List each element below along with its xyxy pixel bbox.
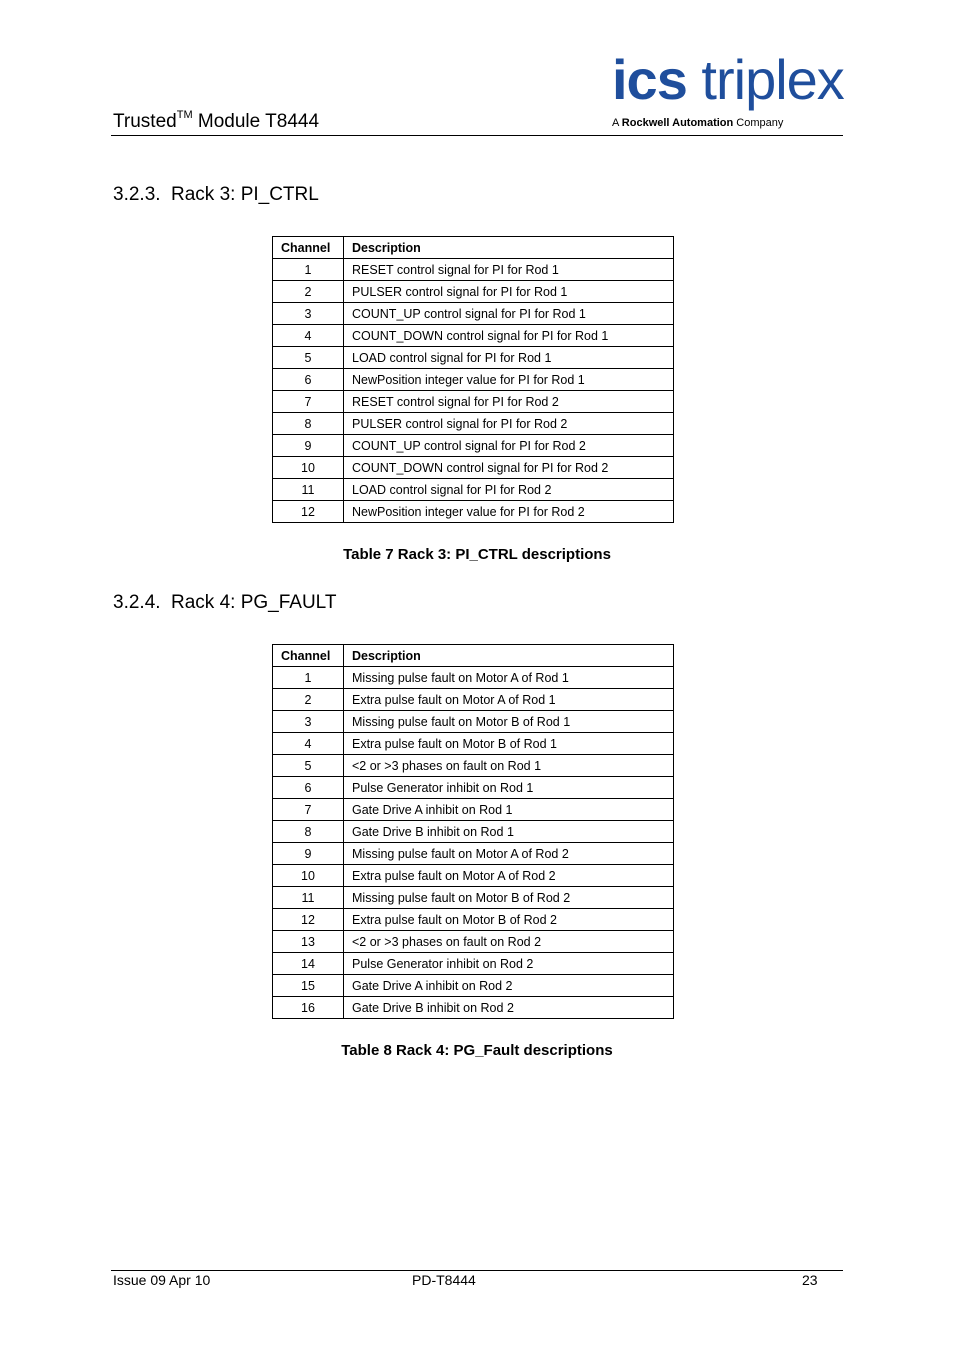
description-cell: Missing pulse fault on Motor B of Rod 2 [344, 887, 674, 909]
section-number: 3.2.4. [113, 592, 161, 613]
channel-cell: 3 [273, 303, 344, 325]
table-row [273, 953, 674, 975]
table-row [273, 281, 674, 303]
description-cell: Extra pulse fault on Motor A of Rod 1 [344, 689, 674, 711]
column-header-channel: Channel [273, 237, 344, 259]
table-caption-rack4: Table 8 Rack 4: PG_Fault descriptions [341, 1042, 613, 1059]
table-row [273, 821, 674, 843]
footer-doc-id: PD-T8444 [412, 1272, 476, 1288]
table-row [273, 435, 674, 457]
logo-wordmark [612, 49, 844, 111]
table-row [273, 887, 674, 909]
description-cell: RESET control signal for PI for Rod 1 [344, 259, 674, 281]
table-row [273, 755, 674, 777]
table-row [273, 843, 674, 865]
section-title: Rack 4: PG_FAULT [171, 592, 337, 613]
table-row [273, 413, 674, 435]
description-cell: Missing pulse fault on Motor B of Rod 1 [344, 711, 674, 733]
description-cell: PULSER control signal for PI for Rod 2 [344, 413, 674, 435]
channel-cell: 15 [273, 975, 344, 997]
description-cell: Extra pulse fault on Motor B of Rod 1 [344, 733, 674, 755]
table-row [273, 457, 674, 479]
table-header-row [273, 237, 674, 259]
column-header-description: Description [344, 645, 674, 667]
description-cell: NewPosition integer value for PI for Rod 2 [344, 501, 674, 523]
channel-cell: 5 [273, 755, 344, 777]
description-cell: PULSER control signal for PI for Rod 1 [344, 281, 674, 303]
description-cell: COUNT_UP control signal for PI for Rod 2 [344, 435, 674, 457]
table-rack4-pg-fault [272, 644, 674, 1019]
table-header-row [273, 645, 674, 667]
title-suffix: Module T8444 [192, 111, 320, 132]
channel-cell: 1 [273, 259, 344, 281]
description-cell: NewPosition integer value for PI for Rod 1 [344, 369, 674, 391]
channel-cell: 8 [273, 413, 344, 435]
description-cell: RESET control signal for PI for Rod 2 [344, 391, 674, 413]
section-number: 3.2.3. [113, 184, 161, 205]
title-prefix: Trusted [113, 111, 177, 132]
logo-sub-prefix: A [612, 117, 622, 129]
section-heading-rack4 [113, 591, 336, 615]
description-cell: <2 or >3 phases on fault on Rod 2 [344, 931, 674, 953]
footer-page-number: 23 [802, 1272, 818, 1288]
channel-cell: 7 [273, 391, 344, 413]
description-cell: Gate Drive B inhibit on Rod 1 [344, 821, 674, 843]
channel-cell: 10 [273, 457, 344, 479]
table-row [273, 325, 674, 347]
table-row [273, 347, 674, 369]
channel-cell: 11 [273, 479, 344, 501]
description-cell: COUNT_UP control signal for PI for Rod 1 [344, 303, 674, 325]
table-row [273, 865, 674, 887]
header-divider [111, 135, 843, 136]
description-cell: <2 or >3 phases on fault on Rod 1 [344, 755, 674, 777]
channel-cell: 5 [273, 347, 344, 369]
table-row [273, 369, 674, 391]
channel-cell: 14 [273, 953, 344, 975]
company-logo [612, 48, 844, 133]
description-cell: Extra pulse fault on Motor B of Rod 2 [344, 909, 674, 931]
table-row [273, 667, 674, 689]
table-row [273, 975, 674, 997]
channel-cell: 16 [273, 997, 344, 1019]
description-cell: COUNT_DOWN control signal for PI for Rod 1 [344, 325, 674, 347]
channel-cell: 10 [273, 865, 344, 887]
channel-cell: 9 [273, 843, 344, 865]
footer-divider [111, 1270, 843, 1271]
channel-cell: 1 [273, 667, 344, 689]
logo-ics: ics [612, 48, 687, 111]
description-cell: Missing pulse fault on Motor A of Rod 1 [344, 667, 674, 689]
table-row [273, 501, 674, 523]
description-cell: Missing pulse fault on Motor A of Rod 2 [344, 843, 674, 865]
channel-cell: 12 [273, 501, 344, 523]
column-header-description: Description [344, 237, 674, 259]
table-row [273, 479, 674, 501]
table-row [273, 391, 674, 413]
logo-sub-suffix: Company [733, 117, 784, 129]
channel-cell: 4 [273, 325, 344, 347]
channel-cell: 11 [273, 887, 344, 909]
description-cell: COUNT_DOWN control signal for PI for Rod 2 [344, 457, 674, 479]
description-cell: LOAD control signal for PI for Rod 2 [344, 479, 674, 501]
column-header-channel: Channel [273, 645, 344, 667]
channel-cell: 9 [273, 435, 344, 457]
logo-tagline [612, 116, 783, 130]
section-title: Rack 3: PI_CTRL [171, 184, 319, 205]
description-cell: Gate Drive B inhibit on Rod 2 [344, 997, 674, 1019]
channel-cell: 3 [273, 711, 344, 733]
table-row [273, 303, 674, 325]
description-cell: Pulse Generator inhibit on Rod 1 [344, 777, 674, 799]
table-row [273, 733, 674, 755]
description-cell: Extra pulse fault on Motor A of Rod 2 [344, 865, 674, 887]
channel-cell: 13 [273, 931, 344, 953]
section-heading-rack3 [113, 183, 319, 207]
logo-triplex: triplex [701, 48, 844, 111]
table-caption-rack3: Table 7 Rack 3: PI_CTRL descriptions [343, 546, 611, 563]
table-row [273, 711, 674, 733]
channel-cell: 2 [273, 689, 344, 711]
channel-cell: 8 [273, 821, 344, 843]
channel-cell: 6 [273, 777, 344, 799]
channel-cell: 2 [273, 281, 344, 303]
document-title [113, 110, 319, 134]
channel-cell: 12 [273, 909, 344, 931]
channel-cell: 6 [273, 369, 344, 391]
table-rack3-pi-ctrl [272, 236, 674, 523]
table-row [273, 799, 674, 821]
description-cell: LOAD control signal for PI for Rod 1 [344, 347, 674, 369]
description-cell: Gate Drive A inhibit on Rod 1 [344, 799, 674, 821]
description-cell: Pulse Generator inhibit on Rod 2 [344, 953, 674, 975]
table-row [273, 259, 674, 281]
footer-issue: Issue 09 Apr 10 [113, 1272, 211, 1288]
table-row [273, 689, 674, 711]
description-cell: Gate Drive A inhibit on Rod 2 [344, 975, 674, 997]
logo-sub-brand: Rockwell Automation [621, 117, 734, 129]
table-row [273, 909, 674, 931]
trademark-mark: TM [176, 109, 193, 121]
channel-cell: 7 [273, 799, 344, 821]
channel-cell: 4 [273, 733, 344, 755]
table-row [273, 997, 674, 1019]
table-row [273, 777, 674, 799]
table-row [273, 931, 674, 953]
